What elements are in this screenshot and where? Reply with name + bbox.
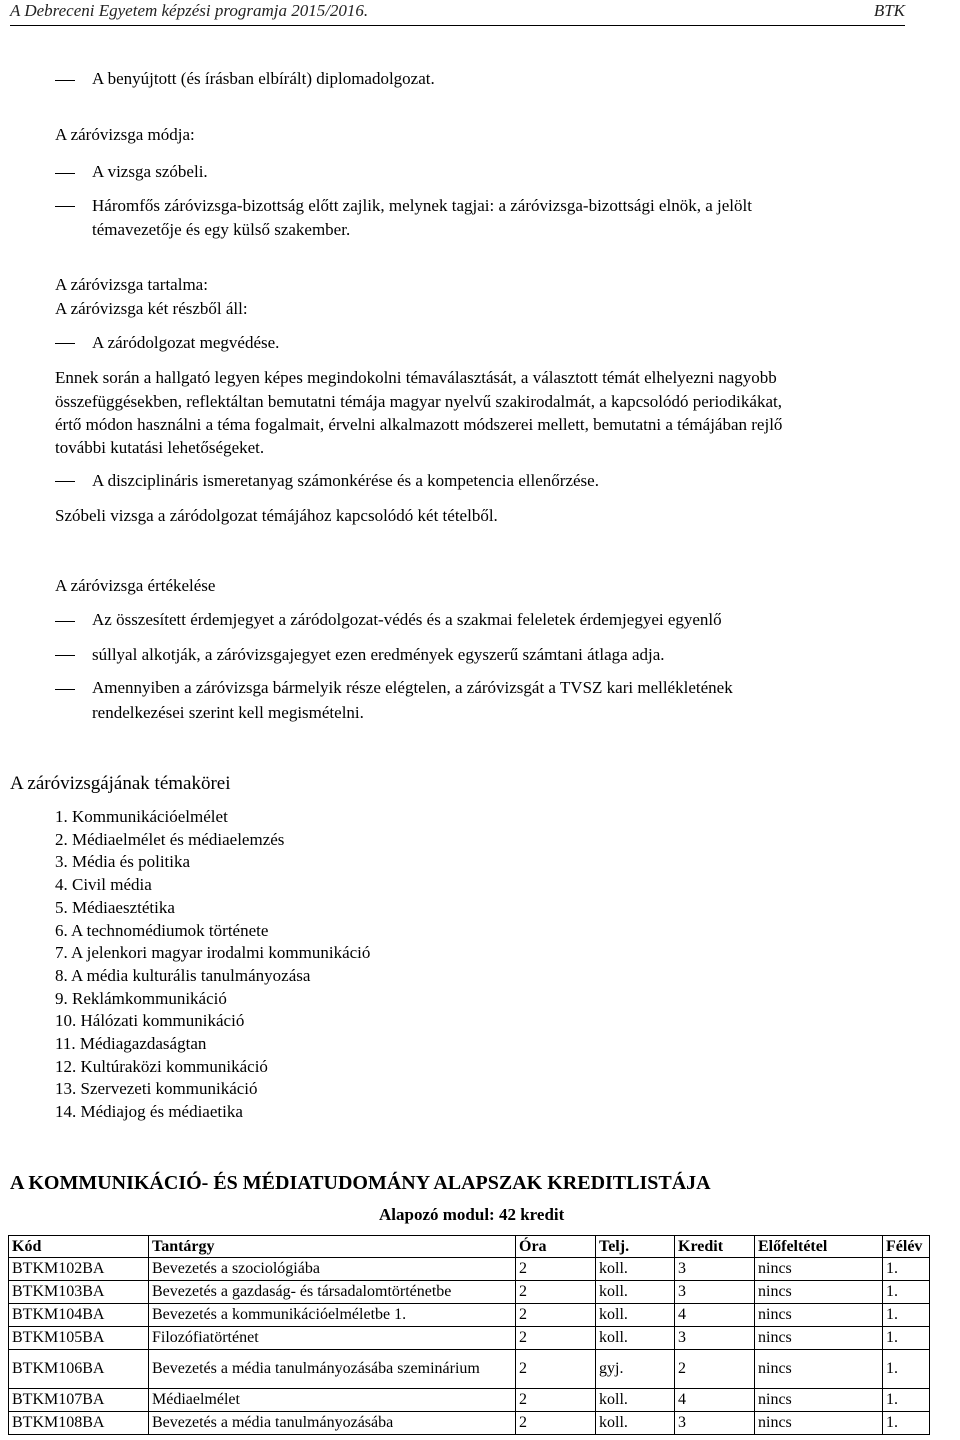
section-heading-topics: A záróvizsgájának témakörei [10, 773, 231, 794]
cell-hours: 2 [516, 1350, 596, 1389]
cell-assessment: koll. [596, 1304, 675, 1327]
cell-code: BTKM108BA [9, 1412, 149, 1435]
cell-assessment: koll. [596, 1281, 675, 1304]
paragraph-line: összefüggésekben, reflektáltan bemutatni témája magyar nyelvű szakirodalmát, a kapcsolódó periodikákat, [55, 392, 782, 411]
cell-subject: Filozófiatörténet [149, 1327, 516, 1350]
section-heading-content: A záróvizsga tartalma: [55, 275, 208, 294]
header-faculty: BTK [873, 1, 905, 20]
cell-hours: 2 [516, 1389, 596, 1412]
cell-prerequisite: nincs [755, 1258, 883, 1281]
cell-code: BTKM105BA [9, 1327, 149, 1350]
list-item: 10. Hálózati kommunikáció [55, 1011, 245, 1031]
cell-subject: Bevezetés a szociológiába [149, 1258, 516, 1281]
table-row [9, 1304, 930, 1327]
list-dash [55, 689, 75, 690]
list-item: 5. Médiaesztétika [55, 897, 175, 917]
column-header: Telj. [596, 1236, 675, 1258]
cell-credit: 3 [675, 1281, 755, 1304]
list-dash [55, 173, 75, 174]
table-header-row [9, 1236, 930, 1258]
list-item: Az összesített érdemjegyet a záródolgozat-védés és a szakmai feleletek érdemjegyei egyenlő [92, 610, 722, 629]
column-header: Félév [883, 1236, 930, 1258]
list-item: 9. Reklámkommunikáció [55, 988, 227, 1008]
credit-table [8, 1235, 930, 1435]
oral-exam-text: Szóbeli vizsga a záródolgozat témájához kapcsolódó két tételből. [55, 506, 498, 525]
column-header: Óra [516, 1236, 596, 1258]
list-item: A vizsga szóbeli. [92, 162, 208, 181]
list-dash [55, 655, 75, 656]
cell-subject: Bevezetés a média tanulmányozásába szeminárium [149, 1350, 516, 1389]
list-dash [55, 621, 75, 622]
cell-prerequisite: nincs [755, 1389, 883, 1412]
table-row [9, 1327, 930, 1350]
table-row [9, 1258, 930, 1281]
cell-credit: 4 [675, 1304, 755, 1327]
cell-prerequisite: nincs [755, 1281, 883, 1304]
list-item: 14. Médiajog és médiaetika [55, 1102, 243, 1122]
cell-hours: 2 [516, 1412, 596, 1435]
list-dash [55, 80, 75, 81]
column-header: Kód [9, 1236, 149, 1258]
credit-list-title: A KOMMUNIKÁCIÓ- ÉS MÉDIATUDOMÁNY ALAPSZAK KREDITLISTÁJA [10, 1172, 711, 1194]
paragraph-line: Ennek során a hallgató legyen képes megindokolni témaválasztását, a választott témát elhelyezni nagyobb [55, 368, 777, 387]
section-heading-evaluation: A záróvizsga értékelése [55, 576, 216, 595]
paragraph-line: további kutatási lehetőségeket. [55, 438, 265, 457]
list-item: 12. Kultúraközi kommunikáció [55, 1056, 268, 1076]
page-header [10, 0, 905, 26]
table-row [9, 1281, 930, 1304]
cell-credit: 3 [675, 1327, 755, 1350]
list-item: 3. Média és politika [55, 852, 191, 872]
cell-subject: Bevezetés a kommunikációelméletbe 1. [149, 1304, 516, 1327]
cell-assessment: gyj. [596, 1350, 675, 1389]
list-item: 2. Médiaelmélet és médiaelemzés [55, 829, 285, 849]
cell-prerequisite: nincs [755, 1327, 883, 1350]
cell-hours: 2 [516, 1304, 596, 1327]
list-item: 6. A technomédiumok története [55, 920, 269, 940]
list-item: súllyal alkotják, a záróvizsgajegyet ezen eredmények egyszerű számtani átlaga adja. [92, 645, 665, 664]
table-row [9, 1412, 930, 1435]
cell-semester: 1. [883, 1412, 930, 1435]
table-row [9, 1389, 930, 1412]
list-item: Amennyiben a záróvizsga bármelyik része elégtelen, a záróvizsgát a TVSZ kari mellékletének [92, 678, 733, 697]
cell-credit: 2 [675, 1350, 755, 1389]
header-title: A Debreceni Egyetem képzési programja 2015/2016. [10, 1, 369, 20]
cell-semester: 1. [883, 1350, 930, 1389]
section-heading-mode: A záróvizsga módja: [55, 125, 195, 144]
cell-subject: Bevezetés a média tanulmányozásába [149, 1412, 516, 1435]
cell-assessment: koll. [596, 1258, 675, 1281]
list-item: 7. A jelenkori magyar irodalmi kommunikáció [55, 943, 371, 963]
list-item: A záródolgozat megvédése. [92, 333, 280, 352]
column-header: Előfeltétel [755, 1236, 883, 1258]
cell-credit: 3 [675, 1412, 755, 1435]
cell-subject: Médiaelmélet [149, 1389, 516, 1412]
list-dash [55, 481, 75, 482]
cell-code: BTKM104BA [9, 1304, 149, 1327]
cell-code: BTKM107BA [9, 1389, 149, 1412]
table-row [9, 1350, 930, 1389]
cell-credit: 3 [675, 1258, 755, 1281]
list-item: 4. Civil média [55, 875, 152, 895]
cell-semester: 1. [883, 1258, 930, 1281]
cell-code: BTKM102BA [9, 1258, 149, 1281]
cell-assessment: koll. [596, 1389, 675, 1412]
topics-list [55, 806, 370, 1124]
list-dash [55, 206, 75, 207]
column-header: Kredit [675, 1236, 755, 1258]
cell-assessment: koll. [596, 1412, 675, 1435]
cell-semester: 1. [883, 1304, 930, 1327]
section-subheading: A záróvizsga két részből áll: [55, 299, 248, 318]
cell-credit: 4 [675, 1389, 755, 1412]
cell-hours: 2 [516, 1327, 596, 1350]
list-item-continued: rendelkezései szerint kell megismételni. [92, 703, 364, 722]
list-item-continued: témavezetője és egy külső szakember. [92, 220, 351, 239]
cell-prerequisite: nincs [755, 1412, 883, 1435]
cell-prerequisite: nincs [755, 1350, 883, 1389]
paragraph-line: értő módon használni a téma fogalmait, érvelni alkalmazott módszerei mellett, bemutatni a témájában rejlő [55, 415, 783, 434]
list-item: A benyújtott (és írásban elbírált) diplomadolgozat. [92, 69, 435, 88]
list-dash [55, 343, 75, 344]
list-item: 8. A média kulturális tanulmányozása [55, 965, 311, 985]
list-item: 13. Szervezeti kommunikáció [55, 1079, 258, 1099]
cell-semester: 1. [883, 1281, 930, 1304]
cell-code: BTKM106BA [9, 1350, 149, 1389]
cell-subject: Bevezetés a gazdaság- és társadalomtörténetbe [149, 1281, 516, 1304]
cell-semester: 1. [883, 1327, 930, 1350]
list-item: Háromfős záróvizsga-bizottság előtt zajlik, melynek tagjai: a záróvizsga-bizottsági elnök, a jelölt [92, 196, 752, 215]
cell-hours: 2 [516, 1281, 596, 1304]
list-item: 1. Kommunikációelmélet [55, 807, 228, 826]
module-title: Alapozó modul: 42 kredit [379, 1205, 565, 1224]
cell-hours: 2 [516, 1258, 596, 1281]
list-item: A diszciplináris ismeretanyag számonkérése és a kompetencia ellenőrzése. [92, 471, 599, 490]
cell-semester: 1. [883, 1389, 930, 1412]
list-item: 11. Médiagazdaságtan [55, 1034, 207, 1054]
cell-assessment: koll. [596, 1327, 675, 1350]
column-header: Tantárgy [149, 1236, 516, 1258]
cell-prerequisite: nincs [755, 1304, 883, 1327]
cell-code: BTKM103BA [9, 1281, 149, 1304]
